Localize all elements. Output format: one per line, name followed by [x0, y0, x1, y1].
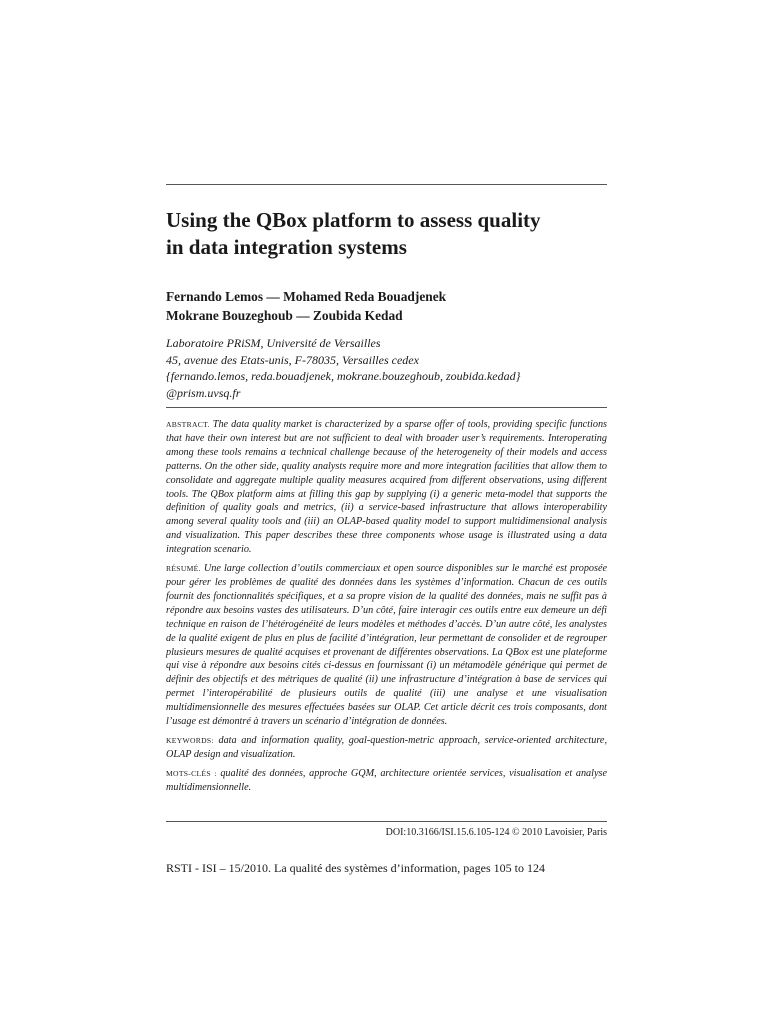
affiliation-domain: @prism.uvsq.fr — [166, 385, 241, 400]
doi-rule — [166, 821, 607, 822]
affiliation-address: 45, avenue des Etats-unis, F-78035, Versailles cedex — [166, 352, 419, 367]
author-list — [166, 287, 607, 325]
paper-title — [166, 207, 607, 261]
affiliation-lab: Laboratoire PRiSM, Université de Versailles — [166, 336, 381, 350]
title-line-1: Using the QBox platform to assess quality — [166, 208, 541, 232]
title-line-2: in data integration systems — [166, 235, 407, 259]
abstracts-section — [166, 407, 607, 800]
abstract-english — [166, 418, 607, 557]
keywords-text: data and information quality, goal-question-metric approach, service-oriented architecture, OLAP design and visualization. — [166, 734, 608, 760]
journal-footer: RSTI - ISI – 15/2010. La qualité des systèmes d’information, pages 105 to 124 — [166, 861, 545, 875]
keywords-label: KEYWORDS: — [166, 735, 214, 745]
mots-cles — [166, 767, 607, 795]
header-rule — [166, 184, 607, 185]
abstract-text: The data quality market is characterized by a sparse offer of tools, providing specific functions that have their own interest but are not sufficient to deal with broader user’s requirements. Interoperating among these tools remains a technical challenge because of the heterogeneity of their models and access patterns. On the other side, quality analysts require more and more integration facilities that allow them to consolidate and aggregate multiple quality measures acquired from different observations, using different tools. The QBox platform aims at filling this gap by supplying (i) a generic meta-model that supports the definition of quality goals and metrics, (ii) a service-based infrastructure that allows interoperability among several quality tools and (iii) an OLAP-based quality model to support multidimensional analysis and visualization. This paper describes these three components whose usage is illustrated using a data integration scenario. — [166, 419, 607, 556]
affiliation — [166, 335, 607, 401]
motscles-label: MOTS-CLÉS : — [166, 768, 217, 778]
keywords — [166, 734, 607, 762]
resume-label: RÉSUMÉ. — [166, 564, 201, 574]
doi-line: DOI:10.3166/ISI.15.6.105-124 © 2010 Lavoisier, Paris — [385, 827, 607, 838]
affiliation-emails: {fernando.lemos, reda.bouadjenek, mokrane.bouzeghoub, zoubida.kedad} — [166, 369, 521, 383]
authors-line-1: Fernando Lemos — Mohamed Reda Bouadjenek — [166, 289, 447, 304]
motscles-text: qualité des données, approche GQM, architecture orientée services, visualisation et analyse multidimensionnelle. — [166, 767, 607, 793]
abstract-label: ABSTRACT. — [166, 420, 210, 429]
resume-text: Une large collection d’outils commerciaux et open source disponibles sur le marché est proposée pour gérer les problèmes de qualité des données dans les systèmes d’information. Chacun de ces outils fournit des fonctionnalités spécifiques, et a sa propre vision de la qualité des données, mais ne suffit pas à répondre aux besoins vastes des utilisateurs. D’un côté, faire interagir ces outils entre eux demeure un défi technique en raison de l’hétérogénéité de leurs modèles et méthodes d’accès. D’un autre côté, les analystes de la qualité exigent de plus en plus de facilité d’intégration, leur permettant de consolider et de regrouper plusieurs mesures de qualité acquises et provenant de différentes observations. La QBox est une plateforme qui vise à répondre aux besoins cités ci-dessus en fournissant (i) un métamodèle générique qui permet de définir des objectifs et des métriques de qualité (ii) une infrastructure d’intégration à base de services qui permet l’interopérabilité de plusieurs outils de qualité (iii) une analyse et une visualisation multidimensionnelle des mesures effectuées basées sur OLAP. Cet article décrit ces trois composants, dont l’usage est démontré à travers un scénario d’intégration de données. — [166, 563, 608, 728]
abstract-french — [166, 562, 607, 729]
authors-line-2: Mokrane Bouzeghoub — Zoubida Kedad — [166, 308, 403, 323]
